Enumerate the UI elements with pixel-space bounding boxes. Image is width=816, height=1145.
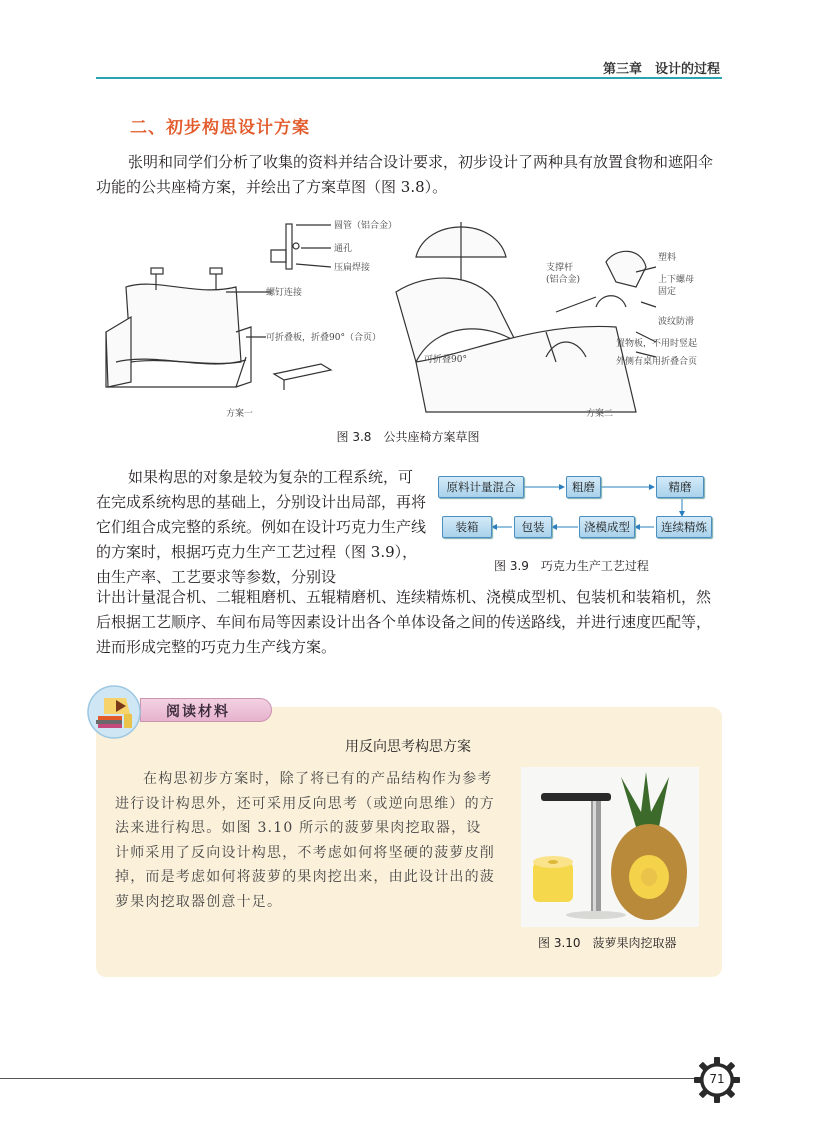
flow-step-box: 装箱	[442, 516, 492, 538]
body-paragraph-2: 如果构思的对象是较为复杂的工程系统，可在完成系统构思的基础上，分别设计出局部，再将它们组合成完整的系统。例如在设计巧克力生产线的方案时，根据巧克力生产工艺过程（图 3.9），由生产率、工艺要求等参数，分别设	[96, 468, 427, 586]
label-fold-90: 可折叠90°	[424, 355, 467, 365]
label-support: 支撑杆	[546, 263, 574, 273]
body-paragraph-1: 张明和同学们分析了收集的资料并结合设计要求，初步设计了两种具有放置食物和遮阳伞功能的公共座椅方案，并绘出了方案草图（图 3.8）。	[96, 153, 714, 196]
figure-3-9-flowchart	[436, 472, 722, 544]
label-flat-weld: 压扁焊接	[334, 263, 371, 273]
figure-3-8-caption: 图 3.8 公共座椅方案草图	[336, 430, 480, 444]
figure-3-10-caption: 图 3.10 菠萝果肉挖取器	[538, 936, 677, 950]
flow-step-coarse-grind: 粗磨	[566, 476, 601, 498]
label-tube: 圆管（铝合金）	[334, 221, 398, 231]
label-shelf: 置物板，不用时竖起	[616, 339, 698, 349]
label-hinge: 外侧有桌用折叠合页	[616, 357, 698, 367]
label-nut: 上下螺母	[658, 275, 695, 285]
running-header: 第三章 设计的过程	[602, 62, 720, 77]
pineapple-corer-photo	[521, 767, 699, 927]
bench-sketch-drawing	[96, 212, 722, 424]
label-wave: 波纹防滑	[658, 317, 695, 327]
label-scheme-2: 方案二	[586, 409, 614, 419]
figure-3-8-sketch	[96, 212, 722, 424]
section-heading: 二、初步构思设计方案	[130, 118, 310, 138]
flow-step-pack: 包装	[514, 516, 552, 538]
footer-rule	[0, 1078, 700, 1079]
label-fold-plate: 可折叠板，折叠90°（合页）	[266, 333, 381, 343]
label-scheme-1: 方案一	[226, 409, 254, 419]
label-plastic: 塑料	[658, 253, 677, 263]
body-paragraph-3: 计出计量混合机、二辊粗磨机、五辊精磨机、连续精炼机、浇模成型机、包装机和装箱机，然后根据工艺顺序、车间布局等因素设计出各个单体设备之间的传送路线，并进行速度匹配等，进而形成完整的巧克力生产线方案。	[96, 588, 712, 656]
books-icon	[86, 684, 142, 740]
label-hole: 通孔	[334, 244, 353, 254]
header-rule	[96, 77, 722, 79]
label-alloy: (铝合金)	[546, 275, 581, 285]
flow-step-mix: 原料计量混合	[438, 476, 524, 498]
figure-3-9-caption: 图 3.9 巧克力生产工艺过程	[494, 559, 649, 573]
flow-step-fine-grind: 精磨	[656, 476, 704, 498]
flow-step-mold: 浇模成型	[579, 516, 635, 538]
reading-text: 在构思初步方案时，除了将已有的产品结构作为参考进行设计构思外，还可采用反向思考（或逆向思维）的方法来进行构思。如图 3.10 所示的菠萝果肉挖取器，设计师采用了反向设计构思，不考虑如何将坚硬的菠萝皮削掉，而是考虑如何将菠萝的果肉挖出来，由此设计出的菠萝果肉挖取器创意十足。	[115, 771, 495, 910]
pineapple-corer-image	[521, 767, 699, 927]
reading-badge-label: 阅读材料	[166, 704, 230, 720]
page-number: 71	[709, 1072, 725, 1086]
flow-step-refine: 连续精炼	[656, 516, 712, 538]
reading-title: 用反向思考构思方案	[345, 739, 471, 755]
label-fixed: 固定	[658, 287, 677, 297]
label-screw: 螺钉连接	[266, 288, 303, 298]
